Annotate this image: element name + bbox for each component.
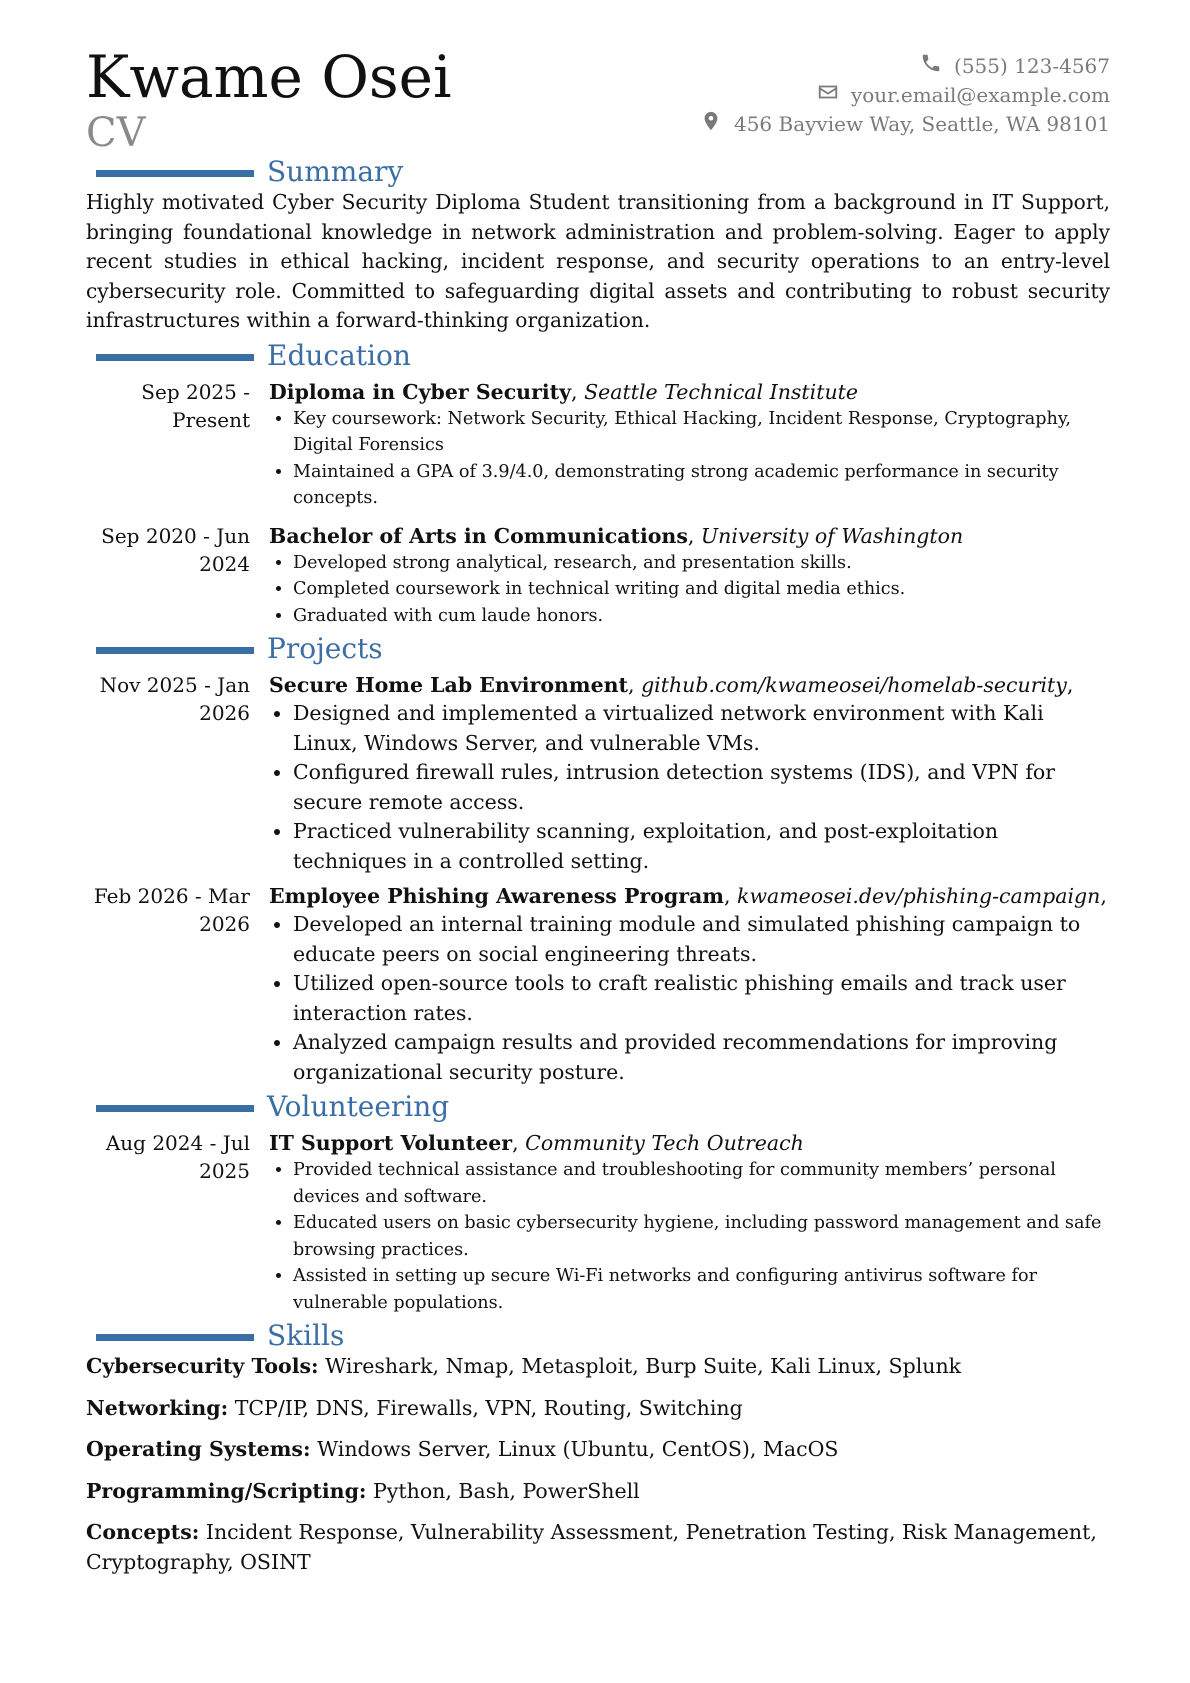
skill-line bbox=[86, 1518, 1110, 1577]
skill-label: Concepts: bbox=[86, 1520, 200, 1544]
section-title-summary: Summary bbox=[267, 155, 404, 188]
skill-line bbox=[86, 1435, 1110, 1465]
entry-body bbox=[269, 882, 1110, 1087]
entry-title: Bachelor of Arts in Communications, University of Washington bbox=[269, 523, 964, 548]
list-item: • Educated users on basic cybersecurity hygiene, including password management and safe browsing practices. bbox=[293, 1210, 1110, 1263]
skill-line bbox=[86, 1477, 1110, 1507]
skill-value: Wireshark, Nmap, Metasploit, Burp Suite, Kali Linux, Splunk bbox=[325, 1354, 962, 1378]
entry-body bbox=[269, 378, 1110, 512]
phone-text[interactable]: (555) 123-4567 bbox=[954, 54, 1110, 78]
entry-body bbox=[269, 671, 1110, 876]
volunteering-entry bbox=[86, 1129, 1110, 1316]
list-item: • Completed coursework in technical writing and digital media ethics. bbox=[293, 576, 1110, 603]
skill-value: Incident Response, Vulnerability Assessment, Penetration Testing, Risk Management, Cryptography, OSINT bbox=[86, 1520, 1097, 1574]
list-item: • Key coursework: Network Security, Ethical Hacking, Incident Response, Cryptography, Digital Forensics bbox=[293, 406, 1110, 459]
person-name: Kwame Osei bbox=[86, 43, 452, 111]
resume-page bbox=[86, 0, 1110, 1589]
project-entry bbox=[86, 882, 1110, 1087]
skills-section bbox=[86, 1319, 1110, 1577]
project-link[interactable]: kwameosei.dev/phishing-campaign bbox=[737, 884, 1101, 908]
skill-label: Cybersecurity Tools: bbox=[86, 1354, 319, 1378]
section-title-skills: Skills bbox=[267, 1319, 345, 1352]
entry-date: Sep 2020 - Jun 2024 bbox=[101, 523, 250, 576]
section-heading bbox=[86, 338, 1110, 372]
section-rule bbox=[96, 170, 254, 177]
entry-date: Sep 2025 - Present bbox=[141, 379, 250, 432]
contact-block bbox=[700, 52, 1110, 139]
skill-line bbox=[86, 1394, 1110, 1424]
entry-title: Employee Phishing Awareness Program, kwameosei.dev/phishing-campaign, bbox=[269, 884, 1107, 908]
email-text[interactable]: your.email@example.com bbox=[850, 83, 1110, 107]
skill-value: TCP/IP, DNS, Firewalls, VPN, Routing, Switching bbox=[234, 1395, 743, 1420]
entry-body bbox=[269, 1129, 1110, 1316]
list-item: • Practiced vulnerability scanning, exploitation, and post-exploitation techniques in a controlled setting. bbox=[293, 817, 1110, 876]
entry-title: Secure Home Lab Environment, github.com/kwameosei/homelab-security, bbox=[269, 673, 1074, 697]
list-item: • Developed an internal training module and simulated phishing campaign to educate peers on social engineering threats. bbox=[293, 910, 1110, 969]
list-item: • Analyzed campaign results and provided recommendations for improving organizational security posture. bbox=[293, 1028, 1110, 1087]
document-subtitle: CV bbox=[86, 110, 146, 156]
organization-name: Community Tech Outreach bbox=[525, 1131, 804, 1155]
address-text: 456 Bayview Way, Seattle, WA 98101 bbox=[733, 112, 1110, 136]
section-rule bbox=[96, 354, 254, 361]
degree-name: Diploma in Cyber Security bbox=[269, 379, 572, 404]
project-name: Employee Phishing Awareness Program bbox=[269, 884, 724, 908]
summary-text: Highly motivated Cyber Security Diploma Student transitioning from a background in IT Support, bringing foundational knowledge in network administration and problem-solving. Eager to apply recent studies in ethical hacking, incident response, and security operations to an entry-level cybersecurity role. Committed to safeguarding digital assets and contributing to robust security infrastructures within a forward-thinking organization. bbox=[86, 190, 1110, 332]
skill-line bbox=[86, 1352, 1110, 1382]
list-item: • Graduated with cum laude honors. bbox=[293, 603, 1110, 630]
bullet-list bbox=[269, 406, 1110, 512]
list-item: • Developed strong analytical, research, and presentation skills. bbox=[293, 550, 1110, 577]
contact-email bbox=[700, 81, 1110, 110]
section-title-projects: Projects bbox=[267, 632, 383, 665]
education-entry bbox=[86, 378, 1110, 512]
list-item: • Assisted in setting up secure Wi-Fi networks and configuring antivirus software for vulnerable populations. bbox=[293, 1263, 1110, 1316]
skill-value: Python, Bash, PowerShell bbox=[373, 1478, 640, 1503]
role-name: IT Support Volunteer bbox=[269, 1131, 513, 1155]
header bbox=[86, 0, 1110, 158]
contact-address bbox=[700, 110, 1110, 139]
institution-name: University of Washington bbox=[700, 523, 964, 548]
institution-name: Seattle Technical Institute bbox=[584, 379, 859, 404]
skill-value: Windows Server, Linux (Ubuntu, CentOS), MacOS bbox=[317, 1437, 839, 1461]
projects-section bbox=[86, 632, 1110, 1087]
section-heading bbox=[86, 155, 1110, 188]
education-section bbox=[86, 338, 1110, 630]
bullet-list bbox=[269, 1157, 1110, 1316]
volunteering-section bbox=[86, 1090, 1110, 1316]
section-title-volunteering: Volunteering bbox=[267, 1090, 450, 1123]
summary-section bbox=[86, 155, 1110, 336]
phone-icon bbox=[920, 52, 942, 82]
list-item: • Maintained a GPA of 3.9/4.0, demonstrating strong academic performance in security concepts. bbox=[293, 459, 1110, 512]
list-item: • Configured firewall rules, intrusion detection systems (IDS), and VPN for secure remote access. bbox=[293, 758, 1110, 817]
section-rule bbox=[96, 1334, 254, 1341]
education-entry bbox=[86, 522, 1110, 630]
section-heading bbox=[86, 1090, 1110, 1123]
entry-body bbox=[269, 522, 1110, 630]
list-item: • Utilized open-source tools to craft realistic phishing emails and track user interaction rates. bbox=[293, 969, 1110, 1028]
bullet-list bbox=[269, 550, 1110, 630]
entry-title: IT Support Volunteer, Community Tech Outreach bbox=[269, 1131, 804, 1155]
bullet-list bbox=[269, 910, 1110, 1087]
contact-phone bbox=[700, 52, 1110, 81]
entry-title: Diploma in Cyber Security, Seattle Technical Institute bbox=[269, 379, 859, 404]
project-link[interactable]: github.com/kwameosei/homelab-security bbox=[641, 673, 1067, 697]
envelope-icon bbox=[817, 81, 839, 111]
project-entry bbox=[86, 671, 1110, 876]
skill-label: Operating Systems: bbox=[86, 1437, 311, 1461]
section-heading bbox=[86, 632, 1110, 665]
section-rule bbox=[96, 647, 254, 654]
entry-date: Feb 2026 - Mar 2026 bbox=[93, 884, 250, 936]
map-marker-icon bbox=[700, 110, 722, 140]
list-item: • Designed and implemented a virtualized network environment with Kali Linux, Windows Server, and vulnerable VMs. bbox=[293, 699, 1110, 758]
bullet-list bbox=[269, 699, 1110, 876]
entry-date: Nov 2025 - Jan 2026 bbox=[99, 673, 250, 725]
list-item: • Provided technical assistance and troubleshooting for community members’ personal devices and software. bbox=[293, 1157, 1110, 1210]
degree-name: Bachelor of Arts in Communications bbox=[269, 523, 688, 548]
section-heading bbox=[86, 1319, 1110, 1352]
entry-date: Aug 2024 - Jul 2025 bbox=[105, 1131, 250, 1183]
section-title-education: Education bbox=[267, 338, 411, 372]
skill-label: Networking: bbox=[86, 1395, 229, 1420]
section-rule bbox=[96, 1105, 254, 1112]
skill-label: Programming/Scripting: bbox=[86, 1478, 367, 1503]
project-name: Secure Home Lab Environment bbox=[269, 673, 629, 697]
